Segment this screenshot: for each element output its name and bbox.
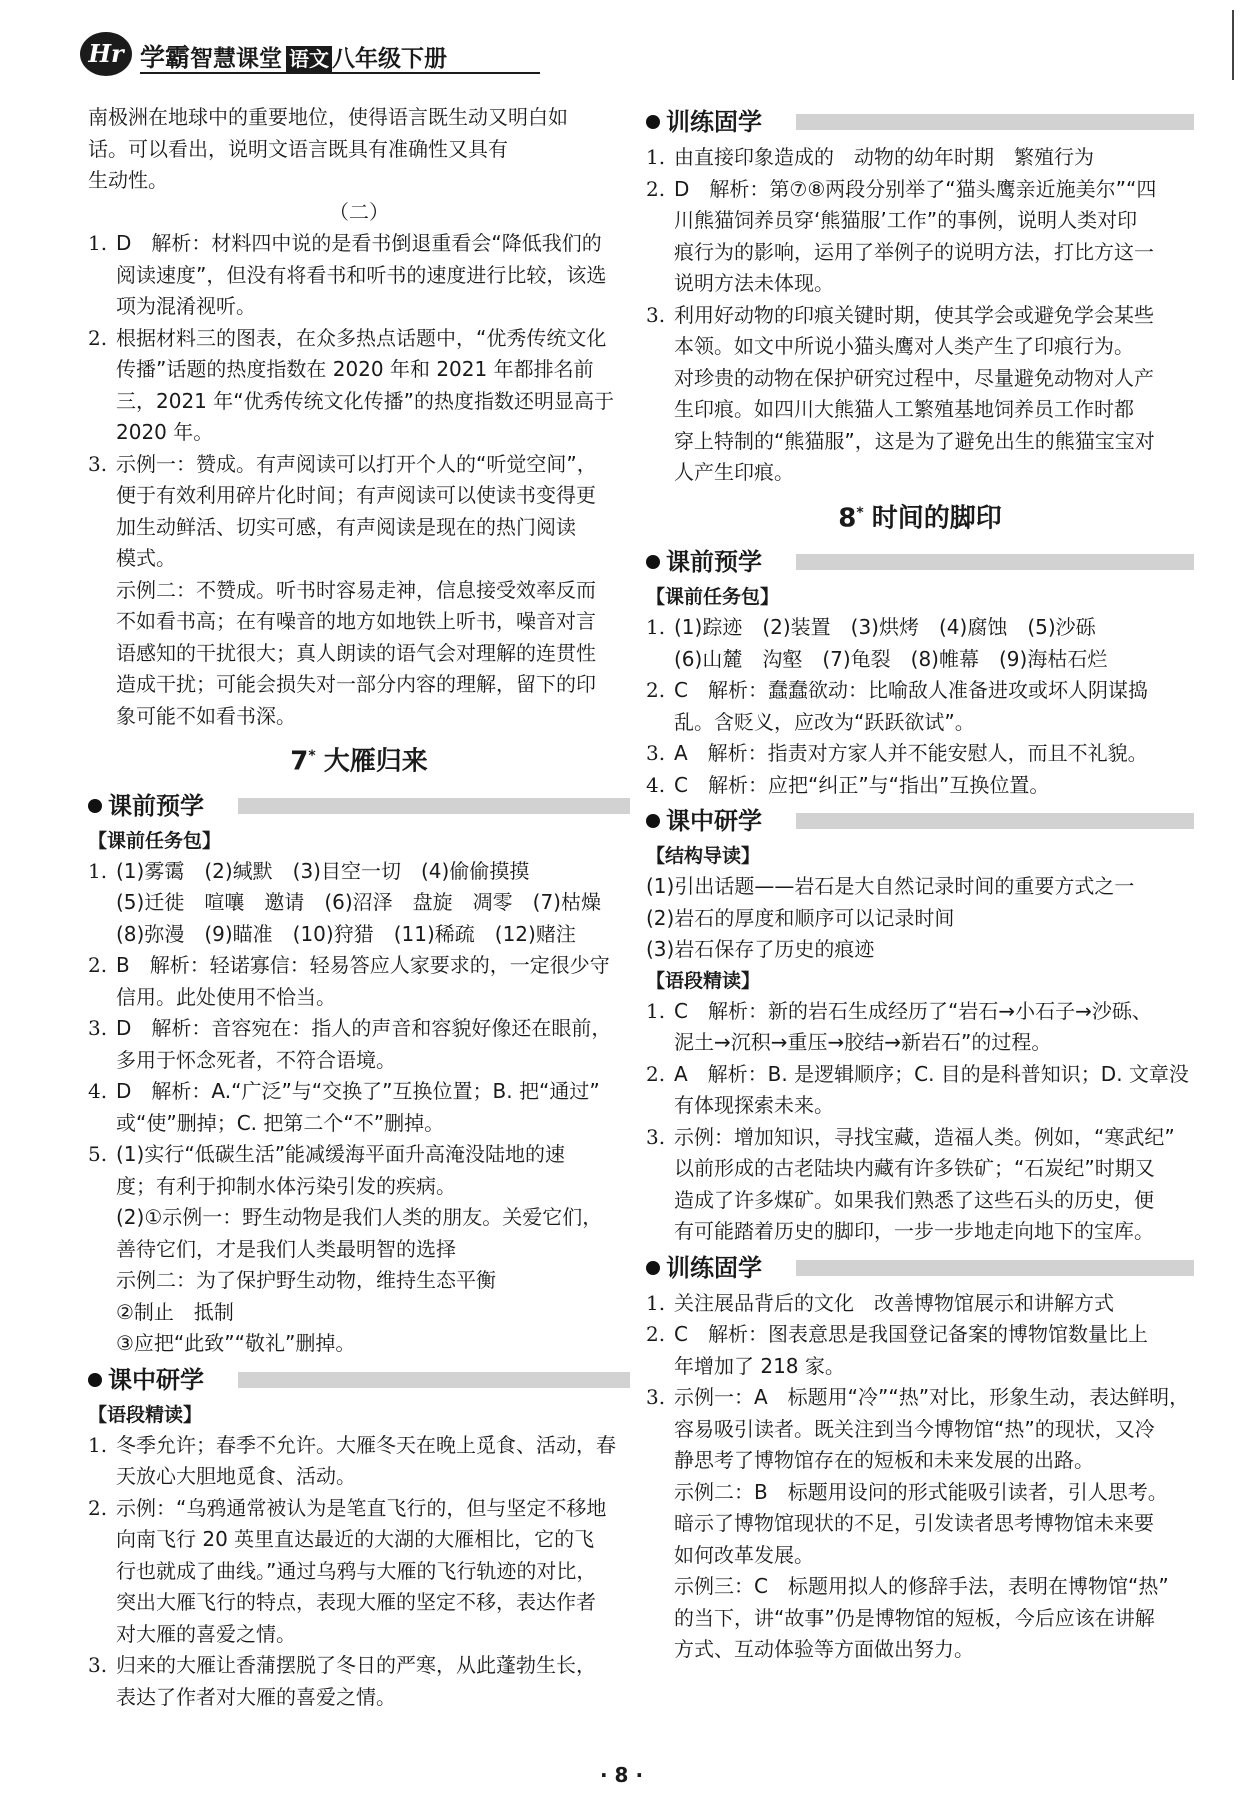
answer-item: [646, 174, 1194, 300]
subsection-heading: 【语段精读】: [88, 1403, 203, 1426]
section-heading-label: 课前预学: [666, 548, 762, 577]
section-bar: [796, 813, 1194, 829]
item-number: 1.: [88, 1432, 108, 1457]
text-line: 南极洲在地球中的重要地位，使得语言既生动又明白如: [88, 105, 568, 129]
text-line: 度；有利于抑制水体污染引发的疾病。: [116, 1173, 456, 1198]
brand-main: 学霸: [140, 43, 191, 72]
text-line: ②制止 抵制: [116, 1299, 234, 1324]
text-line: 示例一：赞成。有声阅读可以打开个人的“听觉空间”，: [116, 451, 597, 476]
item-number: 1.: [88, 231, 108, 255]
text-line: 年增加了 218 家。: [674, 1353, 845, 1378]
text-line: 示例二：不赞成。听书时容易走神，信息接受效率反而: [116, 577, 596, 602]
text-line: (1)引出话题——岩石是大自然记录时间的重要方式之一: [646, 874, 1135, 899]
text-line: 示例二：为了保护野生动物，维持生态平衡: [116, 1268, 496, 1293]
text-line: 示例：增加知识，寻找宝藏，造福人类。例如，“寒武纪”: [674, 1124, 1175, 1149]
text-line: 造成了许多煤矿。如果我们熟悉了这些石头的历史，便: [674, 1187, 1154, 1212]
item-number: 5.: [88, 1142, 108, 1167]
text-line: (1)雾霭 (2)缄默 (3)目空一切 (4)偷偷摸摸: [116, 858, 530, 883]
answer-item: [646, 738, 1194, 770]
section-bar: [238, 798, 630, 814]
bullet-icon: [646, 555, 660, 569]
text-line: (3)岩石保存了历史的痕迹: [646, 937, 875, 962]
answer-item: [88, 323, 630, 449]
text-line: (6)山麓 沟壑 (7)龟裂 (8)帷幕 (9)海枯石烂: [674, 646, 1108, 671]
text-line: 造成干扰；可能会损失对一部分内容的理解，留下的印: [116, 672, 596, 696]
lesson-number: 7: [290, 746, 309, 777]
text-line: 加生动鲜活、切实可感，有声阅读是现在的热门阅读: [116, 514, 576, 539]
section-heading-label: 训练固学: [666, 1253, 762, 1282]
answer-item: [646, 1319, 1194, 1382]
answer-item: [88, 1493, 630, 1651]
item-number: 1.: [646, 998, 666, 1023]
bullet-icon: [88, 799, 102, 813]
answer-item: [646, 142, 1194, 174]
header-rule: [140, 72, 540, 74]
text-line: 乱。含贬义，应改为“跃跃欲试”。: [674, 709, 975, 734]
answer-item: [646, 1122, 1194, 1248]
text-line: 示例三：C 标题用拟人的修辞手法，表明在博物馆“热”: [674, 1574, 1169, 1599]
section-heading-label: 课中研学: [108, 1365, 204, 1394]
bullet-icon: [646, 115, 660, 129]
text-line: (2)岩石的厚度和顺序可以记录时间: [646, 905, 955, 930]
item-number: 2.: [646, 1061, 666, 1086]
item-number: 1.: [646, 145, 666, 169]
lesson-number: 8: [838, 503, 857, 534]
item-number: 3.: [646, 1385, 666, 1410]
answer-item: [646, 1288, 1194, 1320]
item-number: 3.: [646, 1124, 666, 1149]
text-line: (1)踪迹 (2)装置 (3)烘烤 (4)腐蚀 (5)沙砾: [674, 615, 1096, 640]
text-line: 生动性。: [88, 168, 168, 192]
item-number: 3.: [88, 1653, 108, 1678]
page-edge-mark: [1232, 10, 1234, 80]
text-line: C 解析：图表意思是我国登记备案的博物馆数量比上: [674, 1322, 1148, 1347]
answer-item: [88, 1430, 630, 1493]
part-two-label: （二）: [329, 199, 389, 224]
text-line: 阅读速度”，但没有将看书和听书的速度进行比较，该选: [116, 262, 607, 287]
text-line: (8)弥漫 (9)瞄准 (10)狩猎 (11)稀疏 (12)赌注: [116, 921, 576, 946]
section-bar: [796, 114, 1194, 130]
lesson-title: [88, 734, 630, 784]
text-line: D 解析：第⑦⑧两段分别举了“猫头鹰亲近施美尔”“四: [674, 176, 1157, 201]
left-column: [88, 102, 630, 1713]
answer-item: [88, 856, 630, 951]
text-line: B 解析：轻诺寡信：轻易答应人家要求的，一定很少守: [116, 953, 610, 978]
item-number: 2.: [646, 1322, 666, 1347]
text-line: (1)实行“低碳生活”能减缓海平面升高淹没陆地的速: [116, 1142, 566, 1167]
grade-label: 八年级下册: [332, 46, 448, 72]
text-line: 语感知的干扰很大；真人朗读的语气会对理解的连贯性: [116, 640, 596, 665]
item-number: 1.: [88, 858, 108, 883]
text-line: A 解析：指责对方家人并不能安慰人，而且不礼貌。: [674, 741, 1148, 766]
text-line: 对大雁的喜爱之情。: [116, 1621, 296, 1646]
text-line: 模式。: [116, 546, 176, 570]
page-header: [80, 28, 480, 84]
brand-logo: Hr: [80, 32, 132, 76]
text-line: 便于有效利用碎片化时间；有声阅读可以使读书变得更: [116, 483, 596, 507]
text-line: 示例：“乌鸦通常被认为是笔直飞行的，但与坚定不移地: [116, 1495, 607, 1520]
text-line: 生印痕。如四川大熊猫人工繁殖基地饲养员工作时都: [674, 397, 1134, 421]
item-number: 2.: [646, 176, 666, 201]
text-line: 由直接印象造成的 动物的幼年时期 繁殖行为: [674, 145, 1094, 169]
text-line: (5)迁徙 喧嚷 邀请 (6)沼泽 盘旋 凋零 (7)枯燥: [116, 890, 601, 915]
text-line: 有可能踏着历史的脚印，一步一步地走向地下的宝库。: [674, 1219, 1154, 1244]
text-line: 示例二：B 标题用设问的形式能吸引读者，引人思考。: [674, 1479, 1168, 1504]
answer-item: [88, 950, 630, 1013]
text-line: 静思考了博物馆存在的短板和未来发展的出路。: [674, 1448, 1094, 1473]
text-line: 本领。如文中所说小猫头鹰对人类产生了印痕行为。: [674, 334, 1134, 358]
text-line: 象可能不如看书深。: [116, 703, 296, 728]
item-number: 2.: [88, 325, 108, 350]
text-line: 善待它们，才是我们人类最明智的选择: [116, 1236, 456, 1261]
section-heading: [646, 542, 1194, 582]
answer-item: [88, 228, 630, 323]
text-line: D 解析：材料四中说的是看书倒退重看会“降低我们的: [116, 231, 602, 255]
answer-item: [646, 1382, 1194, 1666]
text-line: 方式、互动体验等方面做出努力。: [674, 1637, 974, 1662]
item-number: 4.: [88, 1079, 108, 1104]
text-line: 根据材料三的图表，在众多热点话题中，“优秀传统文化: [116, 325, 607, 350]
section-heading: [88, 786, 630, 826]
text-line: 行也就成了曲线。”通过乌鸦与大雁的飞行轨迹的对比，: [116, 1558, 597, 1583]
answer-item: [88, 1013, 630, 1076]
section-heading: [646, 102, 1194, 142]
answer-item: [646, 300, 1194, 489]
text-line: 说明方法未体现。: [674, 271, 834, 295]
text-line: 向南飞行 20 英里直达最近的大湖的大雁相比，它的飞: [116, 1527, 595, 1552]
item-number: 3.: [646, 741, 666, 766]
section-bar: [238, 1372, 630, 1388]
text-line: 示例一：A 标题用“冷”“热”对比，形象生动，表达鲜明，: [674, 1385, 1190, 1410]
text-line: 暗示了博物馆现状的不足，引发读者思考博物馆未来要: [674, 1511, 1154, 1536]
text-line: (2)①示例一：野生动物是我们人类的朋友。关爱它们，: [116, 1205, 603, 1230]
bullet-icon: [646, 814, 660, 828]
text-line: D 解析：A.“广泛”与“交换了”互换位置；B. 把“通过”: [116, 1079, 600, 1104]
item-number: 2.: [88, 1495, 108, 1520]
section-bar: [796, 1260, 1194, 1276]
item-number: 3.: [88, 1016, 108, 1041]
text-line: C 解析：应把“纠正”与“指出”互换位置。: [674, 772, 1050, 797]
subsection-heading: 【课前任务包】: [646, 586, 780, 609]
text-line: D 解析：音容宛在：指人的声音和容貌好像还在眼前，: [116, 1016, 612, 1041]
text-line: 不如看书高；在有噪音的地方如地铁上听书，噪音对言: [116, 609, 596, 633]
text-line: 利用好动物的印痕关键时期，使其学会或避免学会某些: [674, 302, 1154, 327]
lesson-name: 时间的脚印: [871, 503, 1002, 534]
text-line: 痕行为的影响，运用了举例子的说明方法，打比方这一: [674, 239, 1154, 264]
section-heading: [646, 801, 1194, 841]
text-line: 归来的大雁让香蒲摆脱了冬日的严寒，从此蓬勃生长，: [116, 1653, 596, 1678]
answer-item: [88, 1076, 630, 1139]
section-heading: [646, 1248, 1194, 1288]
answer-item: [646, 1059, 1194, 1122]
text-line: 以前形成的古老陆块内藏有许多铁矿；“石炭纪”时期又: [674, 1156, 1155, 1181]
item-number: 3.: [88, 451, 108, 476]
answer-item: [646, 996, 1194, 1059]
text-line: 冬季允许；春季不允许。大雁冬天在晚上觅食、活动，春: [116, 1432, 616, 1457]
text-line: 信用。此处使用不恰当。: [116, 984, 336, 1009]
text-line: 突出大雁飞行的特点，表现大雁的坚定不移，表达作者: [116, 1590, 596, 1615]
lesson-star: *: [856, 504, 864, 521]
text-line: 多用于怀念死者，不符合语境。: [116, 1047, 396, 1072]
subsection-heading: 【语段精读】: [646, 969, 761, 992]
lesson-name: 大雁归来: [323, 746, 428, 777]
item-number: 1.: [646, 615, 666, 640]
brand-title: [140, 38, 447, 74]
section-heading-label: 训练固学: [666, 108, 762, 136]
text-line: 如何改革发展。: [674, 1542, 814, 1567]
text-line: 话。可以看出，说明文语言既具有准确性又具有: [88, 136, 508, 161]
text-line: 2020 年。: [116, 420, 214, 444]
brand-sub: 智慧课堂: [190, 46, 283, 72]
answer-item: [88, 1139, 630, 1360]
answer-item: [646, 675, 1194, 738]
section-heading-label: 课中研学: [666, 807, 762, 836]
text-line: 对珍贵的动物在保护研究过程中，尽量避免动物对人产: [674, 365, 1154, 390]
text-line: ③应把“此致”“敬礼”删掉。: [116, 1331, 356, 1356]
subject-badge: 语文: [286, 46, 332, 72]
text-line: 或“使”删掉；C. 把第二个“不”删掉。: [116, 1110, 445, 1135]
text-line: 泥土→沉积→重压→胶结→新岩石”的过程。: [674, 1030, 1052, 1055]
lesson-star: *: [308, 748, 316, 764]
text-line: 有体现探索未来。: [674, 1093, 834, 1118]
item-number: 2.: [646, 678, 666, 703]
answer-item: [88, 1650, 630, 1713]
bullet-icon: [88, 1373, 102, 1387]
item-number: 1.: [646, 1290, 666, 1315]
subsection-heading: 【课前任务包】: [88, 829, 222, 852]
text-line: 三，2021 年“优秀传统文化传播”的热度指数还明显高于: [116, 388, 614, 413]
text-line: 穿上特制的“熊猫服”，这是为了避免出生的熊猫宝宝对: [674, 428, 1155, 453]
item-number: 2.: [88, 953, 108, 978]
text-line: 项为混淆视听。: [116, 294, 256, 318]
right-column: [646, 102, 1194, 1666]
subsection-heading: 【结构导读】: [646, 845, 761, 868]
answer-item: [646, 770, 1194, 802]
section-bar: [796, 554, 1194, 570]
answer-item: [88, 449, 630, 733]
text-line: 的当下，讲“故事”仍是博物馆的短板，今后应该在讲解: [674, 1605, 1155, 1630]
text-line: 表达了作者对大雁的喜爱之情。: [116, 1684, 396, 1709]
section-heading-label: 课前预学: [108, 791, 204, 820]
text-line: 天放心大胆地觅食、活动。: [116, 1464, 356, 1489]
text-line: 容易吸引读者。既关注到当今博物馆“热”的现状，又冷: [674, 1416, 1155, 1441]
page-number: · 8 ·: [600, 1763, 644, 1787]
text-line: C 解析：蠢蠢欲动：比喻敌人准备进攻或坏人阴谋捣: [674, 678, 1148, 703]
lesson-title: [646, 491, 1194, 541]
text-line: 关注展品背后的文化 改善博物馆展示和讲解方式: [674, 1290, 1114, 1315]
item-number: 3.: [646, 302, 666, 327]
text-line: A 解析：B. 是逻辑顺序；C. 目的是科普知识；D. 文章没: [674, 1061, 1189, 1086]
text-line: C 解析：新的岩石生成经历了“岩石→小石子→沙砾、: [674, 998, 1152, 1023]
answer-item: [646, 612, 1194, 675]
text-line: 传播”话题的热度指数在 2020 年和 2021 年都排名前: [116, 357, 594, 381]
bullet-icon: [646, 1261, 660, 1275]
section-heading: [88, 1360, 630, 1400]
text-line: 川熊猫饲养员穿‘熊猫服’工作”的事例，说明人类对印: [674, 208, 1138, 232]
text-line: 人产生印痕。: [674, 460, 794, 484]
item-number: 4.: [646, 772, 666, 797]
